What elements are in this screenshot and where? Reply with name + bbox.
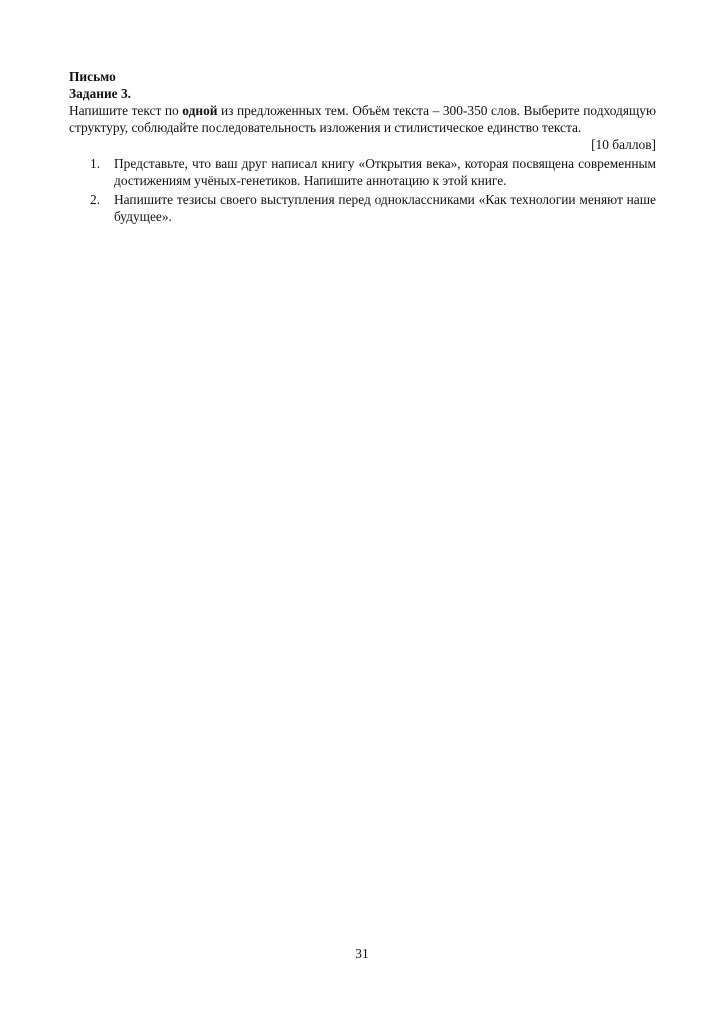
- list-item: [69, 191, 656, 225]
- instructions-text-start: Напишите текст по: [69, 103, 183, 118]
- instructions-paragraph: [69, 102, 656, 136]
- instructions-text-end: из предложенных тем. Объём текста – 300-350 слов. Выберите подходящую структуру, соблюдайте последовательность изложения и стилистическое единство текста.: [69, 103, 656, 135]
- task-label: Задание 3.: [69, 86, 131, 101]
- points-label: [10 баллов]: [591, 137, 656, 152]
- task-list: [69, 155, 656, 225]
- list-item-text: Напишите тезисы своего выступления перед одноклассниками «Как технологии меняют наше будущее».: [114, 192, 656, 224]
- list-item: [69, 155, 656, 189]
- document-body: [69, 68, 656, 225]
- list-item-number: 1.: [90, 156, 101, 171]
- list-item-number: 2.: [90, 192, 101, 207]
- instructions-emphasis: одной: [182, 103, 218, 118]
- list-item-text: Представьте, что ваш друг написал книгу «Открытия века», которая посвящена современным достижениям учёных-генетиков. Напишите аннотацию к этой книге.: [114, 156, 656, 188]
- section-title: Письмо: [69, 69, 116, 84]
- page-number: 31: [355, 946, 369, 961]
